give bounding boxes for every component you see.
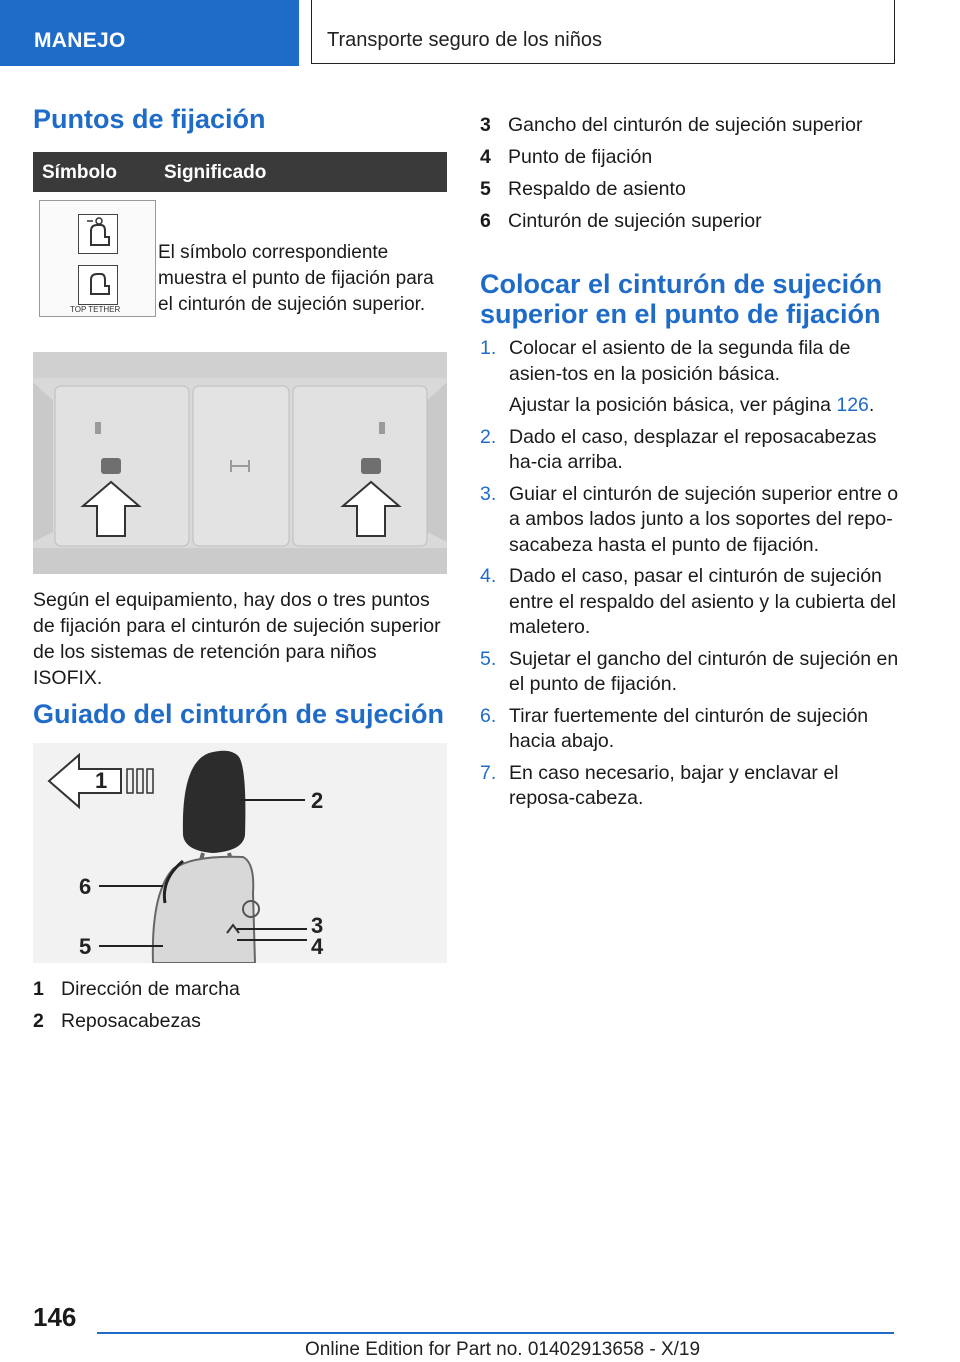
symbol-meaning: El símbolo correspondiente muestra el punto de fijación para el cinturón de sujeción superior. [158,242,434,315]
figure-label-4: 4 [311,934,324,959]
figure-label-2: 2 [311,788,324,813]
figure-label-1: 1 [95,768,108,793]
top-tether-symbol [39,200,156,317]
page-link-126[interactable]: 126 [836,394,869,416]
step-4: 4. Dado el caso, pasar el cinturón de sujeción entre el respaldo del asiento y la cubierta del maletero. [480,565,896,638]
edition-footer: Online Edition for Part no. 01402913658 - X/19 [305,1339,701,1360]
anchor-points-photo [33,352,447,574]
legend-item: 4 Punto de fijación [480,146,653,168]
top-tether-icon [78,265,118,305]
figure-label-3: 3 [311,913,324,938]
legend-item: 2 Reposacabezas [33,1010,201,1032]
section-tab [0,0,299,66]
table-header [33,152,447,192]
tether-routing-diagram [33,743,447,963]
legend-item: 5 Respaldo de asiento [480,178,686,200]
col-symbol: Símbolo [42,162,117,183]
legend-item: 3 Gancho del cinturón de sujeción superior [480,114,863,136]
heading-anchor-points: Puntos de fijación [33,104,266,134]
step-5: 5. Sujetar el gancho del cinturón de sujeción en el punto de fijación. [480,647,899,695]
section-label: MANEJO [34,29,126,52]
page-number: 146 [33,1302,77,1332]
legend-item: 6 Cinturón de sujeción superior [480,210,762,232]
chapter-title: Transporte seguro de los niños [327,29,602,51]
symbol-table [33,152,447,368]
figure-label-5: 5 [79,934,92,959]
step-2: 2. Dado el caso, desplazar el reposacabezas ha-cia arriba. [480,425,877,473]
anchor-points-description: Según el equipamiento, hay dos o tres puntos de fijación para el cinturón de sujeción superior de los sistemas de retención para niños ISOFIX. [33,589,441,689]
step-3: 3. Guiar el cinturón de sujeción superior entre o a ambos lados junto a los soportes del repo-sacabeza hasta el punto de fijación. [480,482,899,556]
step-7: 7. En caso necesario, bajar y enclavar el reposa-cabeza. [480,761,839,809]
figure-label-6: 6 [79,874,92,899]
heading-tether-routing: Guiado del cinturón de sujeción [33,699,445,729]
step-1: 1. Colocar el asiento de la segunda fila de asien-tos en la posición básica. Ajustar la posición básica, ver página 126. [480,337,875,416]
step-6: 6. Tirar fuertemente del cinturón de sujeción hacia abajo. [480,704,869,752]
top-tether-symbol-label: TOP TETHER [70,305,121,314]
col-meaning: Significado [164,162,267,183]
chapter-header [311,0,895,64]
procedure-steps [480,336,900,818]
heading-attach-tether: Colocar el cinturón de sujeción superior en el punto de fijación [480,269,883,329]
child-seat-anchor-icon [78,214,118,254]
legend-item: 1 Dirección de marcha [33,978,240,1000]
table-row [33,192,447,368]
footer-rule [97,1332,894,1334]
